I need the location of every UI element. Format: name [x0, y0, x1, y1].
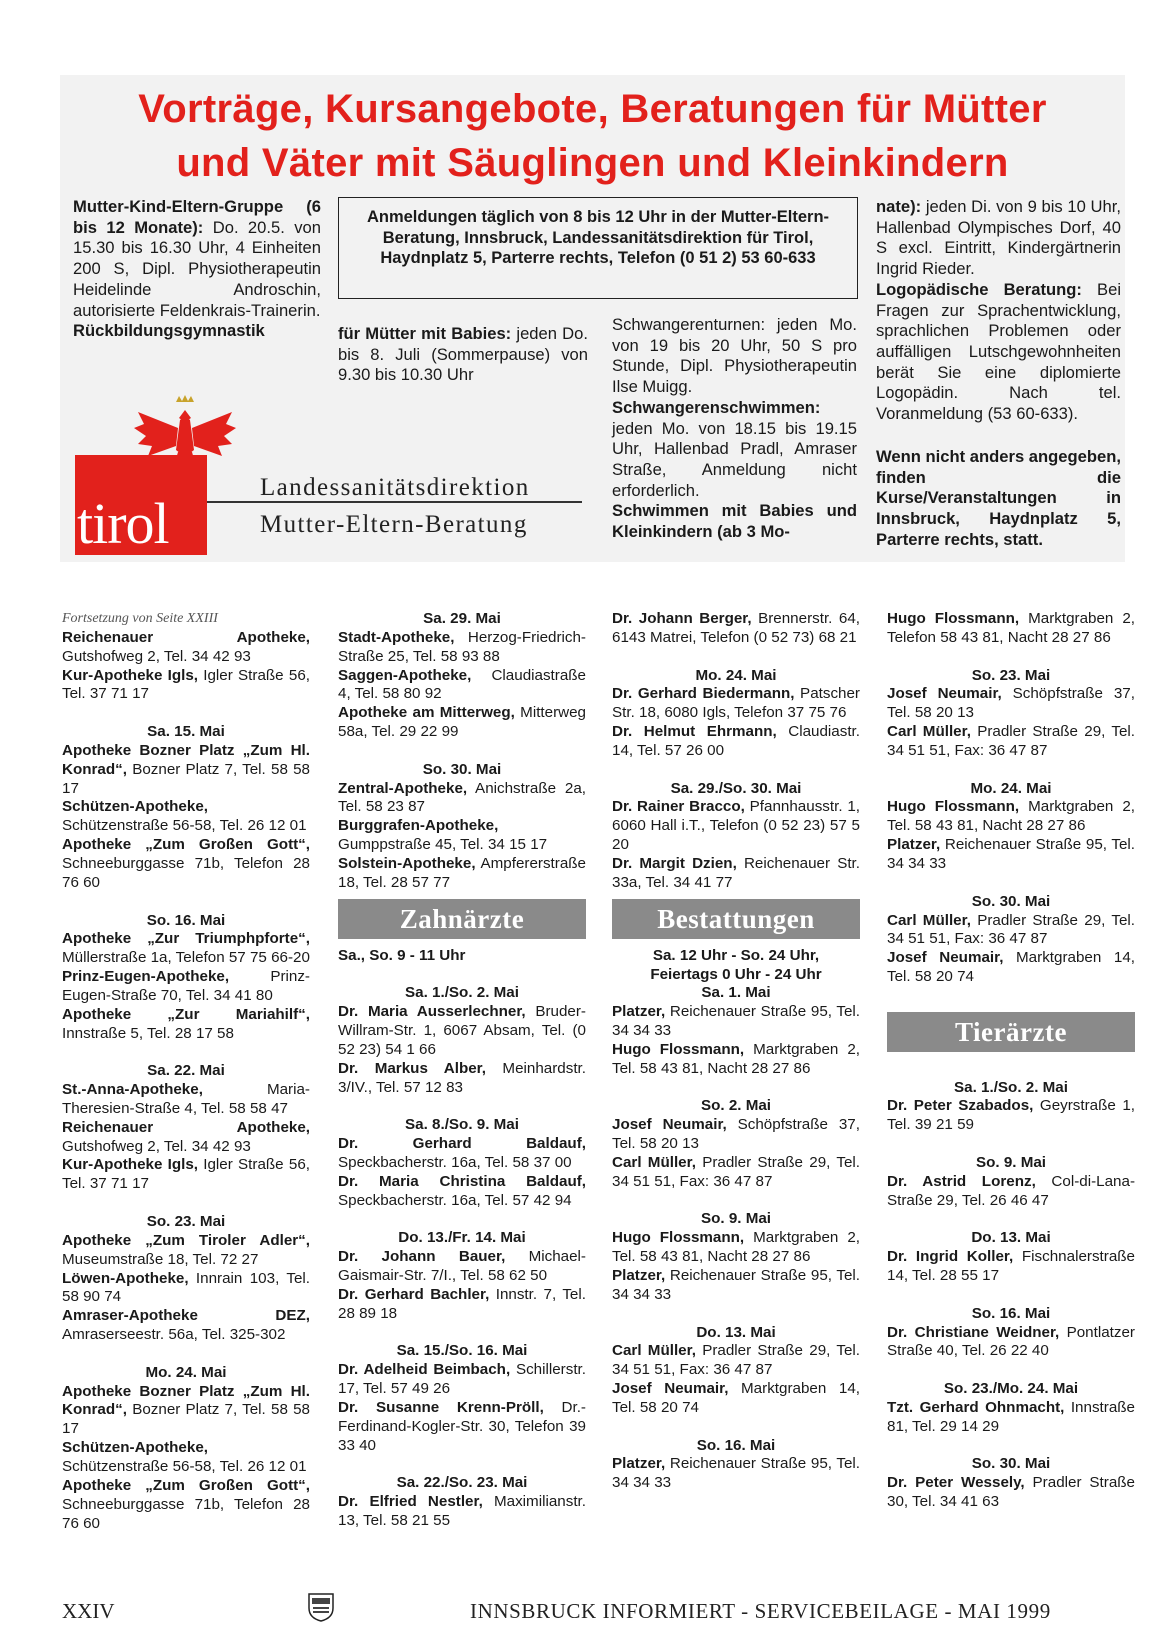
- directory-entry: [62, 1439, 310, 1477]
- directory-entry: [612, 1342, 860, 1380]
- entry-details: Gumppstraße 45, Tel. 34 15 17: [338, 836, 548, 854]
- date-heading: Do. 13./Fr. 14. Mai: [398, 1229, 526, 1247]
- directory-entry: [338, 704, 586, 742]
- entry-name: Burggrafen-Apotheke,: [338, 817, 499, 835]
- section-heading: Zahnärzte: [338, 899, 586, 939]
- entry-name: Apotheke „Zur Triumphpforte“,: [62, 930, 310, 948]
- entry-name: Hugo Flossmann,: [887, 610, 1020, 627]
- entry-name: Kur-Apotheke Igls,: [62, 666, 199, 684]
- directory-entry: [612, 798, 860, 855]
- spacer: [887, 1135, 1135, 1154]
- entry-name: Schützen-Apotheke,: [62, 1439, 208, 1457]
- spacer: [887, 648, 1135, 667]
- entry-name: Prinz-Eugen-Apotheke,: [62, 968, 230, 986]
- entry-name: Saggen-Apotheke,: [338, 666, 472, 684]
- entry-name: Dr. Adelheid Beimbach,: [338, 1361, 511, 1379]
- entry-name: Reichenauer Apotheke,: [62, 1118, 310, 1136]
- entry-details: Marktgraben 2, Tel. 58 43 81, Nacht 28 27 86: [612, 1040, 860, 1077]
- entry-details: Pfannhausstr. 1, 6060 Hall i.T., Telefon (0 52 23) 57 5 20: [612, 798, 861, 854]
- entry-details: Marktgraben 14, Tel. 58 20 74: [612, 1380, 860, 1416]
- spacer: [338, 1324, 586, 1343]
- spacer: [62, 1345, 310, 1364]
- directory-entry: [338, 629, 586, 667]
- entry-details: Innrain 103, Tel. 58 90 74: [62, 1269, 310, 1306]
- entry-details: Bruder-Willram-Str. 1, 6067 Absam, Tel. (0 52 23) 54 1 66: [338, 1003, 586, 1058]
- schwangerenschwimmen-text: jeden Mo. von 18.15 bis 19.15 Uhr, Hallenbad Pradl, Amraser Straße, Anmeldung nicht erforderlich.: [612, 418, 857, 500]
- babies-title: für Mütter mit Babies:: [338, 324, 512, 343]
- entry-details: Michael-Gaismair-Str. 7/I., Tel. 58 62 50: [338, 1248, 586, 1284]
- spacer: [338, 1455, 586, 1474]
- mutter-kind-text: Do. 20.5. von 15.30 bis 16.30 Uhr, 4 Einheiten 200 S, Dipl. Physiotherapeutin Heidelinde Androschin, autorisierte Feldenkrais-Trainerin.: [73, 217, 321, 320]
- spacer: [612, 1192, 860, 1211]
- entry-name: Dr. Markus Alber,: [338, 1059, 486, 1077]
- directory-entry: [612, 1116, 860, 1154]
- entry-details: Reichenauer Straße 95, Tel. 34 34 33: [612, 1267, 860, 1303]
- entry-details: Pontlatzer Straße 40, Tel. 26 22 40: [887, 1323, 1135, 1360]
- date-heading: Mo. 24. Mai: [695, 666, 777, 684]
- directory-entry: [338, 1003, 586, 1060]
- entry-name: Apotheke „Zum Großen Gott“,: [62, 1476, 310, 1494]
- directory-entry: [338, 1248, 586, 1286]
- date-heading: Sa. 1./So. 2. Mai: [954, 1078, 1068, 1096]
- entry-name: Stadt-Apotheke,: [338, 628, 455, 646]
- directory-entry: [612, 1041, 860, 1079]
- date-heading: So. 30. Mai: [971, 1455, 1051, 1473]
- rueckbildung-title: Rückbildungsgymnastik: [73, 321, 265, 341]
- entry-details: Anichstraße 2a, Tel. 58 23 87: [338, 779, 586, 816]
- hours-note: Sa. 12 Uhr - So. 24 Uhr,: [652, 946, 820, 964]
- entry-name: Zentral-Apotheke,: [338, 779, 468, 797]
- schwangerenschwimmen-title: Schwangerenschwimmen:: [612, 397, 821, 417]
- directory-entry: [612, 723, 860, 761]
- directory-entry: [338, 1060, 586, 1098]
- directory-entry: [887, 610, 1135, 648]
- entry-name: Dr. Johann Berger,: [612, 610, 752, 627]
- directory-entry: [62, 667, 310, 705]
- directory-entry: [62, 1232, 310, 1270]
- directory-column-1: [62, 610, 310, 1533]
- entry-name: Josef Neumair,: [887, 685, 1002, 703]
- entry-details: Museumstraße 18, Tel. 72 27: [62, 1250, 259, 1268]
- registration-text: Anmeldungen täglich von 8 bis 12 Uhr in der Mutter-Eltern-Beratung, Innsbruck, Landessanitätsdirektion für Tirol, Haydnplatz 5, Parterre rechts, Telefon (0 51 2) 53 60-633: [366, 208, 830, 267]
- spacer: [887, 761, 1135, 780]
- entry-details: Innstraße 5, Tel. 28 17 58: [62, 1024, 234, 1042]
- entry-name: Reichenauer Apotheke,: [62, 628, 310, 646]
- directory-entry: [338, 1286, 586, 1324]
- info-column-2: [338, 324, 588, 386]
- spacer: [887, 1437, 1135, 1456]
- logopaedie-title: Logopädische Beratung:: [876, 279, 1082, 299]
- date-heading: Sa. 29. Mai: [423, 610, 501, 627]
- entry-name: Apotheke „Zum Tiroler Adler“,: [62, 1231, 310, 1249]
- date-heading: Sa. 8./So. 9. Mai: [405, 1116, 519, 1134]
- spacer: [612, 648, 860, 667]
- entry-name: Dr. Gerhard Biedermann,: [612, 685, 795, 703]
- entry-name: St.-Anna-Apotheke,: [62, 1081, 203, 1099]
- entry-details: Igler Straße 56, Tel. 37 71 17: [62, 1156, 310, 1193]
- date-heading: So. 30. Mai: [971, 892, 1051, 910]
- date-heading: Sa. 22./So. 23. Mai: [396, 1474, 528, 1492]
- entry-details: Prinz-Eugen-Straße 70, Tel. 34 41 80: [62, 968, 310, 1004]
- directory-column-4: [887, 610, 1135, 1512]
- entry-details: Gutshofweg 2, Tel. 34 42 93: [62, 647, 251, 665]
- entry-details: Schöpfstraße 37, Tel. 58 20 13: [887, 685, 1135, 722]
- entry-details: Igler Straße 56, Tel. 37 71 17: [62, 666, 310, 703]
- date-heading: So. 9. Mai: [700, 1210, 772, 1228]
- directory-entry: [887, 1399, 1135, 1437]
- entry-name: Tzt. Gerhard Ohnmacht,: [887, 1398, 1065, 1416]
- entry-name: Dr. Gerhard Baldauf,: [338, 1135, 586, 1153]
- date-heading: So. 23. Mai: [146, 1213, 226, 1230]
- entry-name: Hugo Flossmann,: [887, 798, 1020, 816]
- directory-entry: [62, 1477, 310, 1534]
- entry-name: Carl Müller,: [612, 1342, 696, 1360]
- entry-details: Schöpfstraße 37, Tel. 58 20 13: [612, 1116, 860, 1153]
- entry-details: Marktgraben 2, Tel. 58 43 81, Nacht 28 27 86: [887, 798, 1135, 835]
- entry-name: Solstein-Apotheke,: [338, 854, 476, 872]
- entry-details: Gutshofweg 2, Tel. 34 42 93: [62, 1137, 251, 1155]
- directory-entry: [612, 1154, 860, 1192]
- date-heading: Do. 13. Mai: [696, 1323, 776, 1341]
- entry-details: Bozner Platz 7, Tel. 58 58 17: [62, 1401, 310, 1438]
- entry-name: Carl Müller,: [887, 911, 971, 929]
- entry-name: Dr. Ingrid Koller,: [887, 1248, 1014, 1266]
- info-column-3: [612, 315, 857, 543]
- entry-name: Dr. Margit Dzien,: [612, 854, 737, 872]
- entry-name: Dr. Johann Bauer,: [338, 1248, 506, 1266]
- entry-name: Dr. Astrid Lorenz,: [887, 1172, 1036, 1190]
- entry-details: Reichenauer Straße 95, Tel. 34 34 33: [612, 1003, 860, 1040]
- schwangerenturnen-text: Schwangerenturnen: jeden Mo. von 19 bis 20 Uhr, 50 S pro Stunde, Dipl. Physiotherapeutin Ilse Muigg.: [612, 315, 857, 397]
- spacer: [62, 893, 310, 912]
- entry-details: Marktgraben 2, Telefon 58 43 81, Nacht 28 27 86: [887, 610, 1135, 646]
- spacer: [612, 1079, 860, 1098]
- logo-title-landessanitaetsdirektion: Landessanitätsdirektion: [260, 474, 530, 501]
- directory-entry: [887, 1474, 1135, 1512]
- date-heading: So. 23. Mai: [971, 666, 1051, 684]
- info-column-4: [876, 197, 1121, 425]
- entry-name: Dr. Gerhard Bachler,: [338, 1285, 490, 1303]
- directory-entry: [612, 610, 860, 648]
- entry-name: Apotheke „Zur Mariahilf“,: [62, 1005, 310, 1023]
- date-heading: So. 30. Mai: [422, 760, 502, 778]
- entry-details: Dr.-Ferdinand-Kogler-Str. 30, Telefon 39 33 40: [338, 1398, 586, 1454]
- entry-details: Pradler Straße 29, Tel. 34 51 51, Fax: 36 47 87: [612, 1153, 860, 1190]
- entry-details: Pradler Straße 29, Tel. 34 51 51, Fax: 36 47 87: [612, 1342, 860, 1379]
- entry-details: Maximilianstr. 13, Tel. 58 21 55: [338, 1493, 586, 1529]
- spacer: [887, 1361, 1135, 1380]
- entry-name: Dr. Christiane Weidner,: [887, 1323, 1060, 1341]
- section-heading: Bestattungen: [612, 899, 860, 939]
- entry-name: Dr. Maria Ausserlechner,: [338, 1003, 526, 1021]
- spacer: [612, 1305, 860, 1324]
- headline-line-2: und Väter mit Säuglingen und Kleinkindern: [176, 141, 1009, 185]
- entry-name: Amraser-Apotheke DEZ,: [62, 1307, 310, 1325]
- entry-name: Josef Neumair,: [887, 949, 1004, 967]
- continuation-note: Fortsetzung von Seite XXIII: [62, 611, 218, 626]
- directory-entry: [887, 798, 1135, 836]
- date-heading: So. 23./Mo. 24. Mai: [943, 1380, 1079, 1398]
- logopaedie-text: Bei Fragen zur Sprachentwicklung, sprachlichen Problemen oder auffälligen Lutschgewohnheiten berät Sie eine diplomierte Logopädin. Nach tel. Voranmeldung (53 60-633).: [876, 279, 1122, 424]
- spacer: [338, 1210, 586, 1229]
- directory-entry: [62, 1307, 310, 1345]
- tirol-logo-text: tirol: [77, 491, 169, 556]
- date-heading: Do. 13. Mai: [971, 1229, 1051, 1247]
- entry-details: Marktgraben 2, Tel. 58 43 81, Nacht 28 27 86: [612, 1229, 860, 1266]
- date-heading: Sa. 1. Mai: [701, 984, 771, 1002]
- directory-entry: [887, 1248, 1135, 1286]
- directory-entry: [338, 1399, 586, 1456]
- spacer: [62, 704, 310, 723]
- entry-name: Platzer,: [612, 1267, 666, 1284]
- directory-entry: [887, 949, 1135, 987]
- spacer: [887, 1060, 1135, 1079]
- directory-entry: [612, 1003, 860, 1041]
- directory-entry: [62, 1156, 310, 1194]
- entry-details: Schneeburggasse 71b, Telefon 28 76 60: [62, 854, 310, 891]
- directory-entry: [612, 1229, 860, 1267]
- entry-details: Reichenauer Str. 33a, Tel. 34 41 77: [612, 854, 860, 891]
- entry-name: Schützen-Apotheke,: [62, 798, 208, 816]
- directory-entry: [338, 1361, 586, 1399]
- registration-box: [338, 197, 858, 299]
- directory-entry: [338, 1135, 586, 1173]
- entry-details: Innstraße 81, Tel. 29 14 29: [887, 1398, 1135, 1435]
- entry-name: Dr. Maria Christina Baldauf,: [338, 1172, 586, 1190]
- entry-details: Bozner Platz 7, Tel. 58 58 17: [62, 760, 310, 797]
- directory-column-2: [338, 610, 586, 1531]
- section-heading: Tierärzte: [887, 1012, 1135, 1052]
- directory-entry: [338, 817, 586, 855]
- hours-note: Feiertags 0 Uhr - 24 Uhr: [650, 965, 822, 983]
- directory-entry: [62, 968, 310, 1006]
- innsbruck-crest-icon: [308, 1590, 334, 1622]
- spacer: [62, 1043, 310, 1062]
- page-number: XXIV: [62, 1599, 115, 1623]
- date-heading: So. 2. Mai: [700, 1097, 772, 1115]
- directory-entry: [62, 1006, 310, 1044]
- date-heading: Sa. 15. Mai: [147, 723, 225, 741]
- info-column-1: [73, 197, 321, 342]
- page-headline: [60, 82, 1125, 190]
- directory-entry: [338, 855, 586, 893]
- logo-title-mutter-eltern-beratung: Mutter-Eltern-Beratung: [260, 511, 528, 538]
- entry-details: Patscher Str. 18, 6080 Igls, Telefon 37 75 76: [612, 685, 860, 722]
- directory-entry: [62, 1081, 310, 1119]
- directory-entry: [62, 836, 310, 893]
- spacer: [887, 1210, 1135, 1229]
- entry-details: Pradler Straße 29, Tel. 34 51 51, Fax: 36 47 87: [887, 911, 1135, 948]
- date-heading: Mo. 24. Mai: [970, 779, 1052, 797]
- directory-entry: [338, 1493, 586, 1531]
- entry-name: Kur-Apotheke Igls,: [62, 1156, 199, 1174]
- entry-details: Pradler Straße 29, Tel. 34 51 51, Fax: 36 47 87: [887, 723, 1135, 759]
- hours-note: Sa., So. 9 - 11 Uhr: [338, 946, 466, 964]
- entry-name: Josef Neumair,: [612, 1380, 729, 1398]
- entry-details: Schützenstraße 56-58, Tel. 26 12 01: [62, 1457, 307, 1475]
- directory-entry: [612, 1455, 860, 1493]
- entry-name: Dr. Rainer Bracco,: [612, 798, 745, 816]
- entry-name: Platzer,: [612, 1003, 666, 1021]
- entry-details: Geyrstraße 1, Tel. 39 21 59: [887, 1097, 1135, 1134]
- date-heading: So. 9. Mai: [975, 1153, 1047, 1171]
- entry-details: Innstr. 7, Tel. 28 89 18: [338, 1285, 586, 1322]
- entry-name: Apotheke Bozner Platz „Zum Hl. Konrad“,: [62, 1382, 310, 1419]
- schwimmen-babies-text: jeden Di. von 9 bis 10 Uhr, Hallenbad Olympisches Dorf, 40 S excl. Eintritt, Kindergärtnerin Ingrid Rieder.: [876, 197, 1121, 279]
- entry-details: Amraserseestr. 56a, Tel. 325-302: [62, 1326, 286, 1344]
- date-heading: Sa. 29./So. 30. Mai: [670, 779, 802, 797]
- date-heading: Sa. 1./So. 2. Mai: [405, 984, 519, 1002]
- directory-entry: [62, 742, 310, 799]
- entry-name: Hugo Flossmann,: [612, 1040, 745, 1058]
- entry-details: Marktgraben 14, Tel. 58 20 74: [887, 949, 1135, 986]
- directory-entry: [887, 723, 1135, 761]
- location-note: Wenn nicht anders angegeben, finden die Kurse/Veranstaltungen in Innsbruck, Haydnplatz 5, Parterre rechts, statt.: [876, 447, 1121, 549]
- entry-name: Dr. Peter Szabados,: [887, 1097, 1034, 1115]
- directory-column-3: [612, 610, 860, 1493]
- entry-name: Carl Müller,: [612, 1153, 696, 1171]
- entry-details: Maria-Theresien-Straße 4, Tel. 58 58 47: [62, 1081, 310, 1117]
- entry-details: Mitterweg 58a, Tel. 29 22 99: [338, 704, 586, 741]
- entry-details: Speckbacherstr. 16a, Tel. 58 37 00: [338, 1153, 572, 1171]
- entry-details: Schillerstr. 17, Tel. 57 49 26: [338, 1361, 586, 1398]
- spacer: [62, 1194, 310, 1213]
- spacer: [887, 1286, 1135, 1305]
- entry-details: Schützenstraße 56-58, Tel. 26 12 01: [62, 817, 307, 835]
- entry-details: Ampfererstraße 18, Tel. 28 57 77: [338, 854, 586, 891]
- directory-entry: [887, 1173, 1135, 1211]
- date-heading: So. 16. Mai: [971, 1304, 1051, 1322]
- spacer: [887, 874, 1135, 893]
- entry-details: Brennerstr. 64, 6143 Matrei, Telefon (0 52 73) 68 21: [612, 610, 860, 646]
- entry-details: Schneeburggasse 71b, Telefon 28 76 60: [62, 1495, 310, 1532]
- spacer: [338, 966, 586, 985]
- directory-entry: [62, 1270, 310, 1308]
- entry-name: Josef Neumair,: [612, 1116, 727, 1134]
- spacer: [338, 742, 586, 761]
- entry-details: Herzog-Friedrich-Straße 25, Tel. 58 93 88: [338, 628, 586, 665]
- entry-details: Pradler Straße 30, Tel. 34 41 63: [887, 1474, 1135, 1511]
- entry-details: Claudiastr. 14, Tel. 57 26 00: [612, 723, 860, 759]
- spacer: [338, 1097, 586, 1116]
- entry-name: Dr. Susanne Krenn-Pröll,: [338, 1398, 544, 1416]
- spacer: [887, 987, 1135, 1006]
- entry-name: Apotheke „Zum Großen Gott“,: [62, 836, 310, 854]
- entry-details: Meinhardstr. 3/IV., Tel. 57 12 83: [338, 1059, 587, 1096]
- entry-details: Reichenauer Straße 95, Tel. 34 34 33: [887, 836, 1135, 872]
- schwimmen-babies-title: Schwimmen mit Babies und Kleinkindern (ab 3 Mo-: [612, 501, 857, 542]
- entry-details: Fischnalerstraße 14, Tel. 28 55 17: [887, 1248, 1135, 1284]
- directory-entry: [612, 685, 860, 723]
- entry-details: Speckbacherstr. 16a, Tel. 57 42 94: [338, 1191, 572, 1209]
- spacer: [612, 1418, 860, 1437]
- entry-name: Platzer,: [887, 836, 941, 854]
- entry-name: Dr. Elfried Nestler,: [338, 1493, 483, 1511]
- date-heading: So. 16. Mai: [696, 1436, 776, 1454]
- directory-entry: [62, 629, 310, 667]
- directory-entry: [612, 1380, 860, 1418]
- entry-details: Müllerstraße 1a, Telefon 57 75 66-20: [62, 949, 310, 967]
- directory-entry: [887, 1324, 1135, 1362]
- directory-entry: [62, 1119, 310, 1157]
- babies-text: jeden Do. bis 8. Juli (Sommerpause) von 9.30 bis 10.30 Uhr: [338, 324, 588, 385]
- entry-name: Dr. Peter Wessely,: [887, 1474, 1025, 1492]
- directory-entry: [887, 836, 1135, 874]
- directory-entry: [887, 1097, 1135, 1135]
- entry-name: Apotheke Bozner Platz „Zum Hl. Konrad“,: [62, 741, 310, 778]
- entry-name: Hugo Flossmann,: [612, 1229, 745, 1247]
- directory-entry: [62, 930, 310, 968]
- directory-entry: [612, 1267, 860, 1305]
- entry-details: Col-di-Lana-Straße 29, Tel. 26 46 47: [887, 1172, 1135, 1209]
- entry-name: Apotheke am Mitterweg,: [338, 704, 515, 722]
- headline-line-1: Vorträge, Kursangebote, Beratungen für Mütter: [138, 87, 1047, 131]
- entry-details: Claudiastraße 4, Tel. 58 80 92: [338, 666, 586, 703]
- directory-entry: [62, 798, 310, 836]
- date-heading: So. 16. Mai: [146, 911, 226, 929]
- directory-entry: [612, 855, 860, 893]
- entry-name: Carl Müller,: [887, 723, 971, 741]
- mutter-kind-title: Mutter-Kind-Eltern-Gruppe (6 bis 12 Monate):: [73, 197, 321, 237]
- date-heading: Sa. 22. Mai: [147, 1062, 225, 1080]
- directory-entry: [338, 667, 586, 705]
- directory-entry: [338, 1173, 586, 1211]
- schwimmen-babies-title-cont: nate):: [876, 197, 922, 216]
- entry-details: Reichenauer Straße 95, Tel. 34 34 33: [612, 1455, 860, 1492]
- entry-name: Löwen-Apotheke,: [62, 1269, 189, 1287]
- directory-entry: [62, 1383, 310, 1440]
- entry-name: Platzer,: [612, 1455, 666, 1473]
- spacer: [612, 761, 860, 780]
- publication-title: INNSBRUCK INFORMIERT - SERVICEBEILAGE - MAI 1999: [470, 1599, 1051, 1623]
- directory-entry: [887, 912, 1135, 950]
- directory-entry: [887, 685, 1135, 723]
- date-heading: Sa. 15./So. 16. Mai: [396, 1342, 528, 1360]
- entry-name: Dr. Helmut Ehrmann,: [612, 723, 777, 741]
- date-heading: Mo. 24. Mai: [145, 1363, 227, 1381]
- directory-entry: [338, 780, 586, 818]
